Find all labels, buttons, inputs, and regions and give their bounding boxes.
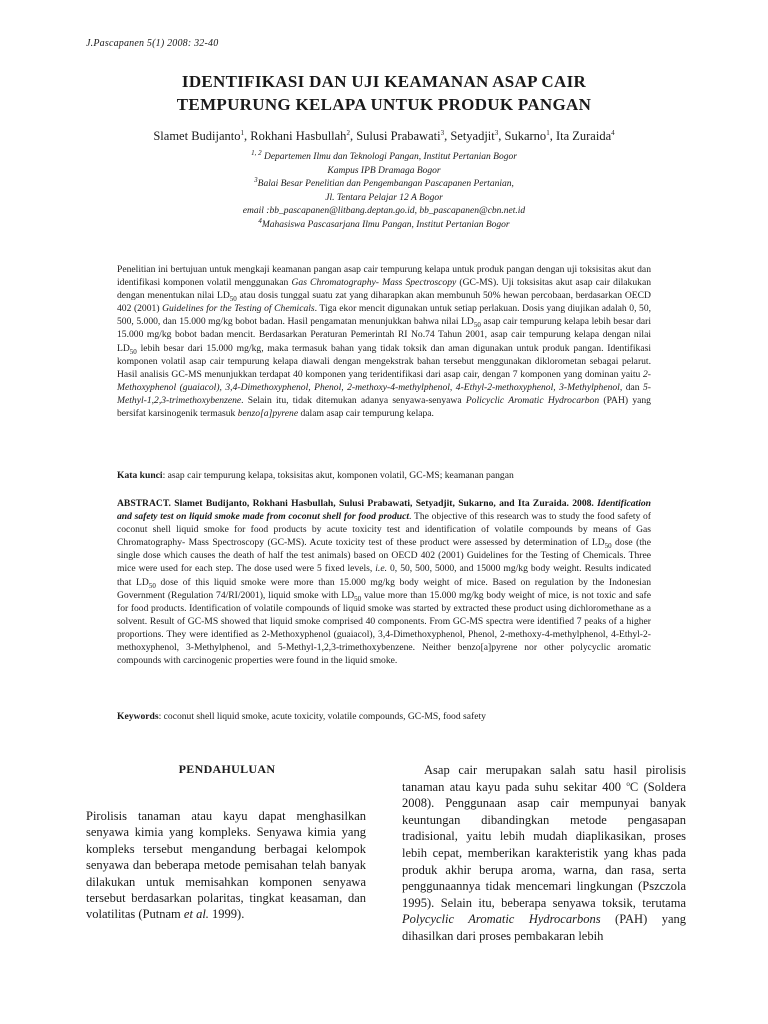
keywords-label: Keywords (117, 711, 159, 722)
author-affiliation-mark: 2 (346, 128, 350, 137)
title-line-1: IDENTIFIKASI DAN UJI KEAMANAN ASAP CAIR (181, 72, 587, 91)
keywords-indonesian: Kata kunci: asap cair tempurung kelapa, toksisitas akut, komponen volatil, GC-MS; keamanan pangan (117, 470, 514, 481)
author-name: Setyadjit (450, 129, 495, 143)
author-affiliation-mark: 4 (611, 128, 615, 137)
abstract-indonesian: Penelitian ini bertujuan untuk mengkaji keamanan pangan asap cair tempurung kelapa untuk produk pangan dengan uji toksisitas akut dan identifikasi komponen volatil menggunakan Gas Chromatography- Mass Spectroscopy (GC-MS). Uji toksisitas akut asap cair dilakukan dengan menentukan nilai $LD_{50}$ atau dosis tunggal suatu zat yang diharapkan akan membunuh 50% hewan percobaan, berdasarkan OECD 402 (2001) Guidelines for the Testing of Chemicals. Tiga ekor mencit digunakan untuk setiap perlakuan. Dosis yang diujikan adalah 0, 50, 500, 5.000, dan 15.000 mg/kg bobot badan. Hasil pengamatan menunjukkan bahwa nilai $LD_{50}$ asap cair tempurung kelapa lebih besar dari 15.000 mg/kg bobot badan mencit. Berdasarkan Peraturan Pemerintah RI No.74 Tahun 2001, asap cair tempurung kelapa dengan nilai $LD_{50}$ lebih besar dari 15.000 mg/kg, maka termasuk bahan yang tidak toksik dan aman digunakan untuk produk pangan. Identifikasi komponen volatil asap cair tempurung kelapa diawali dengan mengekstrak bahan tersebut menggunakan diklorometan sebagai pelarut. Hasil analisis GC-MS menunjukkan terdapat 40 komponen yang teridentifikasi dari asap cair, dengan 7 komponen yang dominan yaitu 2-Methoxyphenol (guaiacol), 3,4-Dimethoxyphenol, Phenol, 2-methoxy-4-methylphenol, 4-Ethyl-2-methoxyphenol, 3-Methylphenol, dan 5-Methyl-1,2,3-trimethoxybenzene. Selain itu, tidak ditemukan adanya senyawa-senyawa Policyclic Aromatic Hydrocarbon (PAH) yang bersifat karsinogenik termasuk benzo[a]pyrene dalam asap cair tempurung kelapa. (117, 264, 652, 420)
author-affiliation-mark: 3 (440, 128, 445, 137)
email-line: email :bb_pascapanen@litbang.deptan.go.id, bb_pascapanen@cbn.net.id (242, 206, 526, 217)
author-affiliation-mark: 1 (546, 128, 550, 137)
affiliation-3: $^3$Balai Besar Penelitian dan Pengembangan Pascapanen Pertanian, (254, 176, 514, 190)
author-name: Rokhani Hasbullah (250, 129, 347, 143)
author-affiliation-mark: 1 (240, 128, 245, 137)
paragraph: Pirolisis tanaman atau kayu dapat menghasilkan senyawa kimia yang kompleks. Senyawa kimia yang kompleks tersebut mengandung berbagai kelompok senyawa dan beberapa metode pemisahan telah banyak dilakukan untuk memisahkan komponen senyawa tersebut berdasarkan polaritas, tingkat keasaman, dan volatilitas (Putnam et al. 1999). (86, 809, 366, 922)
affiliation-1-address: Kampus IPB Dramaga Bogor (327, 165, 441, 176)
keywords-english: Keywords: coconut shell liquid smoke, acute toxicity, volatile compounds, GC-MS, food safety (117, 711, 486, 722)
abstract-label: ABSTRACT. (117, 498, 171, 509)
author-name: Ita Zuraida (555, 129, 612, 143)
article-title (80, 70, 688, 116)
author-name: Slamet Budijanto (153, 129, 241, 143)
body-column-right (402, 762, 686, 945)
title-line-2: TEMPURUNG KELAPA UNTUK PRODUK PANGAN (176, 95, 592, 114)
author-list: Slamet Budijanto$^1$, Rokhani Hasbullah$^2$, Sulusi Prabawati$^3$, Setyadjit$^3$, Sukarno$^1$, Ita Zuraida$^4$ (153, 128, 615, 143)
author-name: Sulusi Prabawati (356, 129, 441, 143)
abstract-english: ABSTRACT. Slamet Budijanto, Rokhani Hasbullah, Sulusi Prabawati, Setyadjit, Sukarno, and Ita Zuraida. 2008. Identification and safety test on liquid smoke made from coconut shell for food product. The objective of this research was to study the food safety of coconut shell liquid smoke for food products by acute toxicity test and identification of volatile compounds by means of Gas Chromatography- Mass Spectroscopy (GC-MS). Acute toxicity test of these product were assessed by determination of $LD_{50}$ dose (the single dose which causes the death of half the test animals) based on OECD 402 (2001) Guidelines for the Testing of Chemicals. Three mice were used for each step. The dose used were 5 fixed levels, i.e. 0, 50, 500, 5000, and 15000 mg/kg body weight. Results indicated that $LD_{50}$ dose of this liquid smoke were more than 15.000 mg/kg body weight of mice. Based on regulation by the Indonesian Government (Regulation 74/RI/2001), liquid smoke with $LD_{50}$ value more than 15.000 mg/kg body weight of mice, is not toxic and safe for food products. Identification of volatile compounds of liquid smoke was started by extracted these product using dichloromethane as a solvent. Result of GC-MS showed that liquid smoke comprised 40 components. From GC-MS spectra were identified 7 peaks of a higher proportions. They were identified as 2-Methoxyphenol (guaiacol), 3,4-Dimethoxyphenol, Phenol, 2-methoxy-4-methylphenol, 4-Ethyl-2-methoxyphenol, 3-Methylphenol, and 5-Methyl-1,2,3-trimethoxybenzene. Neither benzo[a]pyrene nor other polycyclic aromatic compounds with carcinogenic properties were found in the liquid smoke. (117, 498, 651, 667)
author-name: Sukarno (504, 129, 547, 143)
affiliation-3-address: Jl. Tentara Pelajar 12 A Bogor (325, 192, 443, 203)
affiliation-1: $^{1, 2}$ Departemen Ilmu dan Teknologi Pangan, Institut Pertanian Bogor (251, 148, 517, 162)
running-head: J.Pascapanen 5(1) 2008: 32-40 (86, 38, 219, 49)
body-column-left (86, 808, 366, 923)
paragraph: Asap cair merupakan salah satu hasil pirolisis tanaman atau kayu pada suhu sekitar 400 $^o$C (Soldera 2008). Penggunaan asap cair mempunyai banyak keuntungan dibandingkan metode pengasapan tradisional, yaitu lebih mudah diaplikasikan, proses lebih cepat, memberikan karakteristik yang khas pada produk akhir berupa aroma, warna, dan rasa, serta penggunaannya tidak mencemari lingkungan (Pszczola 1995). Selain itu, beberapa senyawa toksik, terutama Polycyclic Aromatic Hydrocarbons (PAH) yang dihasilkan dari proses pembakaran lebih (402, 763, 686, 943)
section-heading: PENDAHULUAN (178, 762, 276, 776)
affiliation-4: $^4$Mahasiswa Pascasarjana Ilmu Pangan, Institut Pertanian Bogor (258, 216, 510, 230)
author-affiliation-mark: 3 (494, 128, 499, 137)
affiliations (80, 148, 688, 233)
keywords-label: Kata kunci (117, 470, 163, 481)
